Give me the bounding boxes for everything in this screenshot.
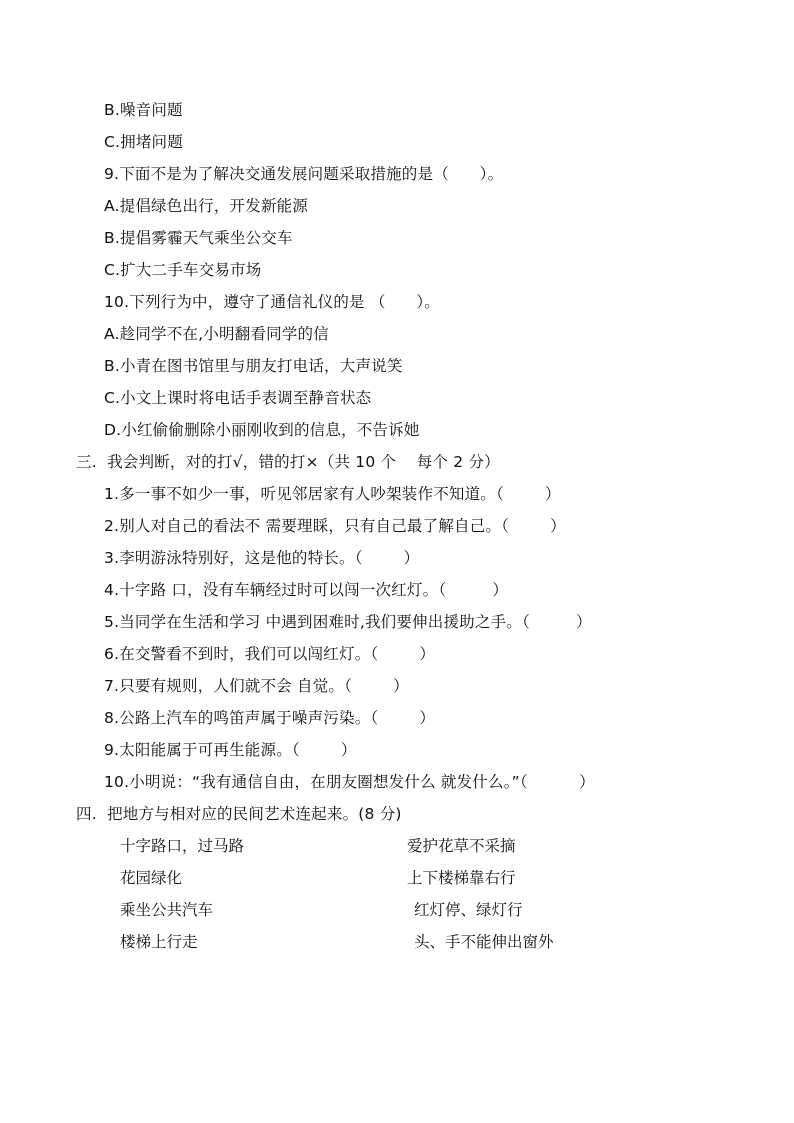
judgement-item: 9.太阳能属于可再生能源。（ ） (104, 741, 357, 759)
judgement-item: 1.多一事不如少一事，听见邻居家有人吵架装作不知道。（ ） (104, 485, 561, 503)
section-4-title: 四. 把地方与相对应的民间艺术连起来。(8 分) (76, 805, 402, 823)
q9-option-a: A.提倡绿色出行，开发新能源 (104, 197, 309, 215)
judgement-item: 8.公路上汽车的鸣笛声属于噪声污染。（ ） (104, 709, 436, 727)
judgement-item: 7.只要有规则，人们就不会 自觉。（ ） (104, 677, 409, 695)
q10-option-c: C.小文上课时将电话手表调至静音状态 (104, 389, 372, 407)
q10-option-b: B.小青在图书馆里与朋友打电话，大声说笑 (104, 357, 403, 375)
q9-option-c: C.扩大二手车交易市场 (104, 261, 262, 279)
q10-stem: 10.下列行为中，遵守了通信礼仪的是 （ ）。 (104, 293, 440, 311)
section-3-title: 三. 我会判断，对的打√，错的打×（共 10 个 每个 2 分） (76, 453, 500, 471)
match-left-item: 十字路口，过马路 (120, 837, 245, 855)
q8-option-b: B.噪音问题 (104, 101, 183, 119)
q10-option-d: D.小红偷偷删除小丽刚收到的信息，不告诉她 (104, 421, 420, 439)
q10-option-a: A.趁同学不在,小明翻看同学的信 (104, 325, 329, 343)
match-right-item: 上下楼梯靠右行 (407, 869, 516, 887)
q8-option-c: C.拥堵问题 (104, 133, 183, 151)
judgement-item: 3.李明游泳特别好，这是他的特长。（ ） (104, 549, 420, 567)
q9-option-b: B.提倡雾霾天气乘坐公交车 (104, 229, 293, 247)
judgement-item: 4.十字路 口，没有车辆经过时可以闯一次红灯。（ ） (104, 581, 509, 599)
judgement-item: 6.在交警看不到时，我们可以闯红灯。（ ） (104, 645, 436, 663)
judgement-item: 5.当同学在生活和学习 中遇到困难时,我们要伸出援助之手。（ ） (104, 613, 592, 631)
match-right-item: 头、手不能伸出窗外 (414, 933, 554, 951)
match-left-item: 乘坐公共汽车 (120, 901, 214, 919)
judgement-item: 10.小明说：“我有通信自由，在朋友圈想发什么 就发什么。”（ ） (104, 773, 595, 791)
match-right-item: 红灯停、绿灯行 (414, 901, 523, 919)
q9-stem: 9.下面不是为了解决交通发展问题采取措施的是（ ）。 (104, 165, 504, 183)
match-right-item: 爱护花草不采摘 (407, 837, 516, 855)
match-left-item: 花园绿化 (120, 869, 183, 887)
match-left-item: 楼梯上行走 (120, 933, 198, 951)
judgement-item: 2.别人对自己的看法不 需要理睬，只有自己最了解自己。（ ） (104, 517, 566, 535)
